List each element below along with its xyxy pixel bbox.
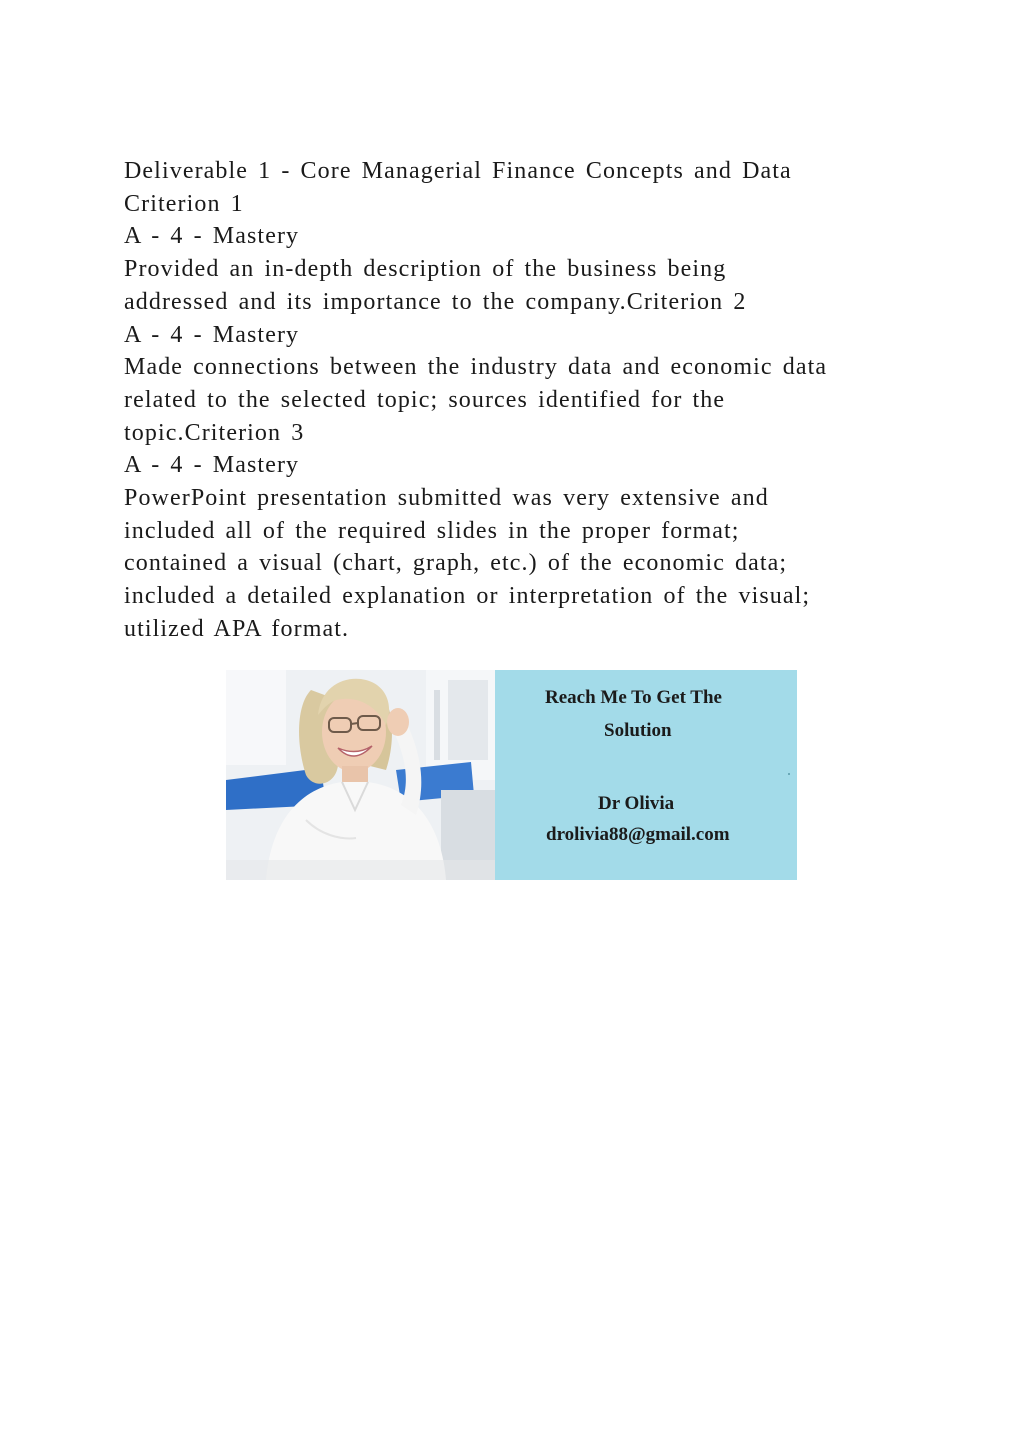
text-line: contained a visual (chart, graph, etc.) of the economic data; [124, 550, 788, 577]
text-line: included all of the required slides in the proper format; [124, 517, 740, 544]
text-line: utilized APA format. [124, 615, 350, 642]
text-line: Provided an in-depth description of the business being [124, 256, 727, 283]
text-line: topic.Criterion 3 [124, 419, 305, 446]
contact-banner [226, 670, 797, 880]
contact-panel [495, 670, 797, 880]
text-line: addressed and its importance to the company.Criterion 2 [124, 288, 747, 315]
decorative-speck [788, 773, 790, 775]
text-line: A - 4 - Mastery [124, 452, 300, 479]
text-line: included a detailed explanation or interpretation of the visual; [124, 583, 811, 610]
text-line: A - 4 - Mastery [124, 223, 300, 250]
banner-heading-line2: Solution [604, 720, 672, 741]
contact-email: drolivia88@gmail.com [546, 824, 730, 845]
document-body [124, 155, 924, 646]
text-line: Deliverable 1 - Core Managerial Finance Concepts and Data [124, 158, 792, 184]
text-line: Made connections between the industry data and economic data [124, 354, 828, 381]
text-line: Criterion 1 [124, 190, 244, 217]
banner-heading-line1: Reach Me To Get The [545, 687, 722, 708]
text-line: PowerPoint presentation submitted was very extensive and [124, 485, 769, 512]
text-line: related to the selected topic; sources identified for the [124, 386, 726, 413]
text-line: A - 4 - Mastery [124, 321, 300, 348]
contact-name: Dr Olivia [598, 793, 675, 814]
woman-photo [226, 670, 495, 880]
